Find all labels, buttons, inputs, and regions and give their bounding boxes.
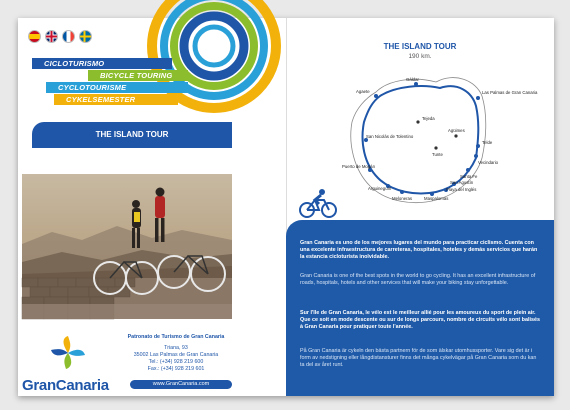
- contact-block: [114, 334, 238, 373]
- map-label-san-agustin: San Agustín: [450, 180, 474, 185]
- map-label-galdar: Gáldar: [406, 77, 419, 82]
- map-distance: 190 km.: [408, 53, 432, 60]
- contact-street: Triana, 93: [164, 345, 188, 351]
- map-label-maspalomas: Maspalomas: [424, 196, 449, 201]
- map-label-arguineguin: Arguineguín: [368, 186, 392, 191]
- language-flags: [28, 30, 92, 43]
- contact-city: 35002 Las Palmas de Gran Canaria: [133, 352, 219, 358]
- contact-phone: Tel.: (+34) 928 219 600: [148, 359, 204, 365]
- map-label-santa-fe: Santa Fe: [460, 174, 478, 179]
- map-label-tunte: Tunte: [432, 152, 443, 157]
- paragraph-french: Sur l'île de Gran Canaria, le vélo est le meilleur allié pour les amoureux du sport de plein air. Que ce soit en mode descente ou sur de longs parcours, nombre de circuits vélo sont balisés à Gran Canaria pour pratiquer toute l'année.: [300, 310, 540, 330]
- gran-canaria-logo: [22, 336, 114, 394]
- section-title-banner: THE ISLAND TOUR: [32, 122, 232, 148]
- gran-canaria-logo-icon: [48, 336, 88, 370]
- map-label-tejeda: Tejeda: [422, 116, 435, 121]
- paragraph-spanish: Gran Canaria es uno de los mejores lugares del mundo para practicar ciclismo. Cuenta con una excelente infraestructura de carreteras, hospitales, hoteles y demás servicios que harán la estancia cicloturista inolvidable.: [300, 240, 538, 260]
- map-label-las-palmas: Las Palmas de Gran Canaria: [482, 90, 538, 95]
- french-flag-icon[interactable]: [62, 30, 75, 43]
- cyclists-photo: [22, 174, 232, 319]
- map-label-playa-ingles: Playa del Inglés: [446, 187, 477, 192]
- logo-wordmark: GranCanaria: [22, 377, 109, 394]
- contact-organization: Patronato de Turismo de Gran Canaria: [127, 334, 225, 340]
- map-label-aguimes: Agüimes: [448, 128, 465, 133]
- map-label-puerto-mogan: Puerto de Mogán: [342, 164, 375, 169]
- paragraph-english: Gran Canaria is one of the best spots in the world to go cycling. It has an excellent infrastructure of roads, hospitals, hotels and other services that will make your biking stay unforgettable.: [300, 273, 536, 286]
- map-label-agaete: Agaete: [356, 89, 370, 94]
- uk-flag-icon[interactable]: [45, 30, 58, 43]
- map-label-meloneras: Meloneras: [392, 196, 413, 201]
- spanish-flag-icon[interactable]: [28, 30, 41, 43]
- island-route-map: [336, 66, 538, 206]
- title-fr: CYCLOTOURISME: [46, 82, 188, 93]
- swedish-flag-icon[interactable]: [79, 30, 92, 43]
- contact-fax: Fax.: (+34) 928 219 601: [147, 366, 205, 372]
- title-es: CICLOTURISMO: [32, 58, 172, 69]
- website-link[interactable]: www.GranCanaria.com: [130, 380, 232, 389]
- cyclist-icon: [298, 188, 338, 218]
- map-title: THE ISLAND TOUR: [383, 42, 457, 51]
- map-label-telde: Telde: [482, 140, 493, 145]
- map-label-vecindario: Vecindario: [478, 160, 499, 165]
- map-label-san-nicolas: San Nicolás de Tolentino: [366, 134, 414, 139]
- title-se: CYKELSEMESTER: [54, 94, 178, 105]
- title-en: BICYCLE TOURING: [88, 70, 188, 81]
- brochure-spread: [18, 18, 554, 396]
- paragraph-swedish: På Gran Canaria är cykeln den bästa partnern för de som älskar utomhussporter. Vare sig det är i form av nedstigning eller långdistansturer finns det många cykelvägar på Gran Canaria som du kan ta del av året runt.: [300, 348, 537, 368]
